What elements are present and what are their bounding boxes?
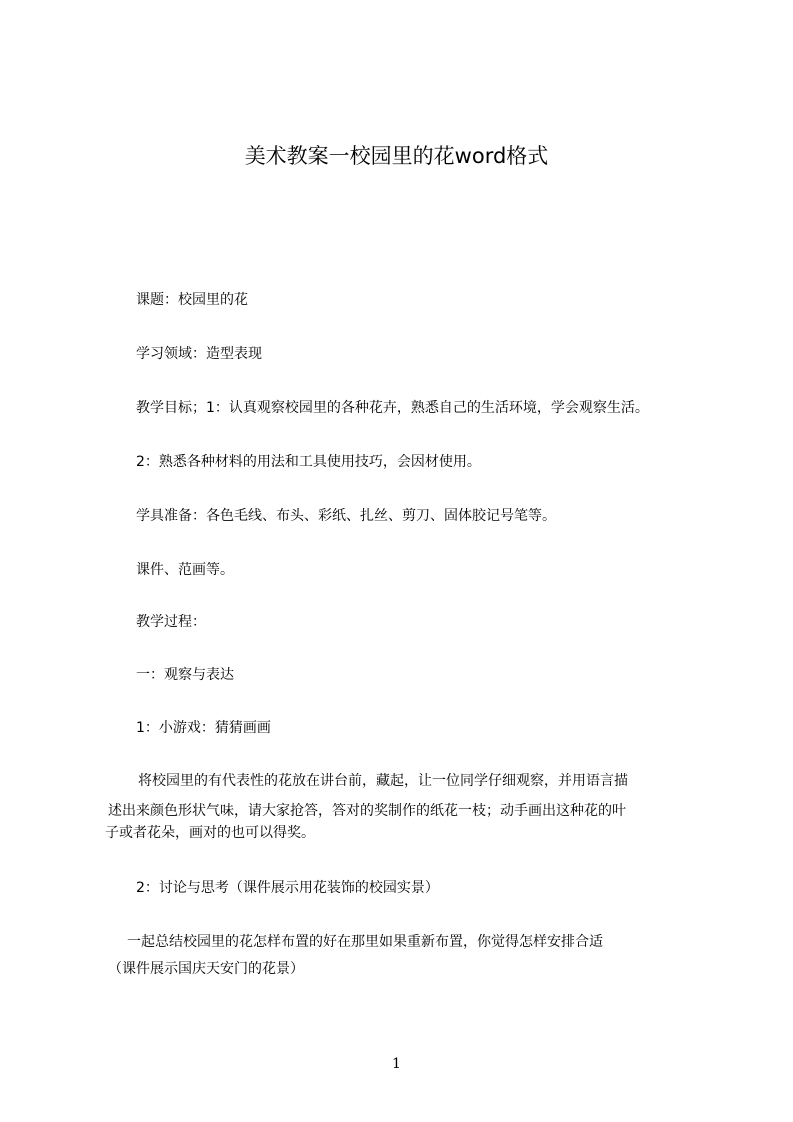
line-game: 1：小游戏：猜猜画画 [136, 720, 271, 736]
page-number: 1 [392, 1056, 401, 1072]
line-section-1: 一：观察与表达 [136, 667, 234, 683]
line-objective-1: 教学目标；1：认真观察校园里的各种花卉，熟悉自己的生活环境，学会观察生活。 [136, 400, 649, 416]
line-objective-2: 2：熟悉各种材料的用法和工具使用技巧，会因材使用。 [136, 454, 481, 470]
line-domain: 学习领域：造型表现 [136, 346, 262, 362]
line-courseware: 课件、范画等。 [136, 562, 234, 578]
line-process: 教学过程： [136, 614, 206, 630]
line-topic: 课题：校园里的花 [136, 292, 248, 308]
paragraph-game-line-2: 述出来颜色形状气味，请大家抢答，答对的奖制作的纸花一枝；动手画出这种花的叶 [108, 803, 626, 819]
paragraph-game-line-3: 子或者花朵，画对的也可以得奖。 [105, 825, 315, 841]
paragraph-game-line-1: 将校园里的有代表性的花放在讲台前，藏起，让一位同学仔细观察，并用语言描 [138, 773, 628, 789]
paragraph-summary-line-2: （课件展示国庆天安门的花景） [108, 961, 304, 977]
paragraph-summary-line-1: 一起总结校园里的花怎样布置的好在那里如果重新布置，你觉得怎样安排合适 [127, 934, 603, 950]
line-materials: 学具准备：各色毛线、布头、彩纸、扎丝、剪刀、固体胶记号笔等。 [136, 508, 556, 524]
document-title: 美术教案一校园里的花word格式 [244, 144, 549, 168]
line-discussion: 2：讨论与思考（课件展示用花装饰的校园实景） [136, 880, 439, 896]
